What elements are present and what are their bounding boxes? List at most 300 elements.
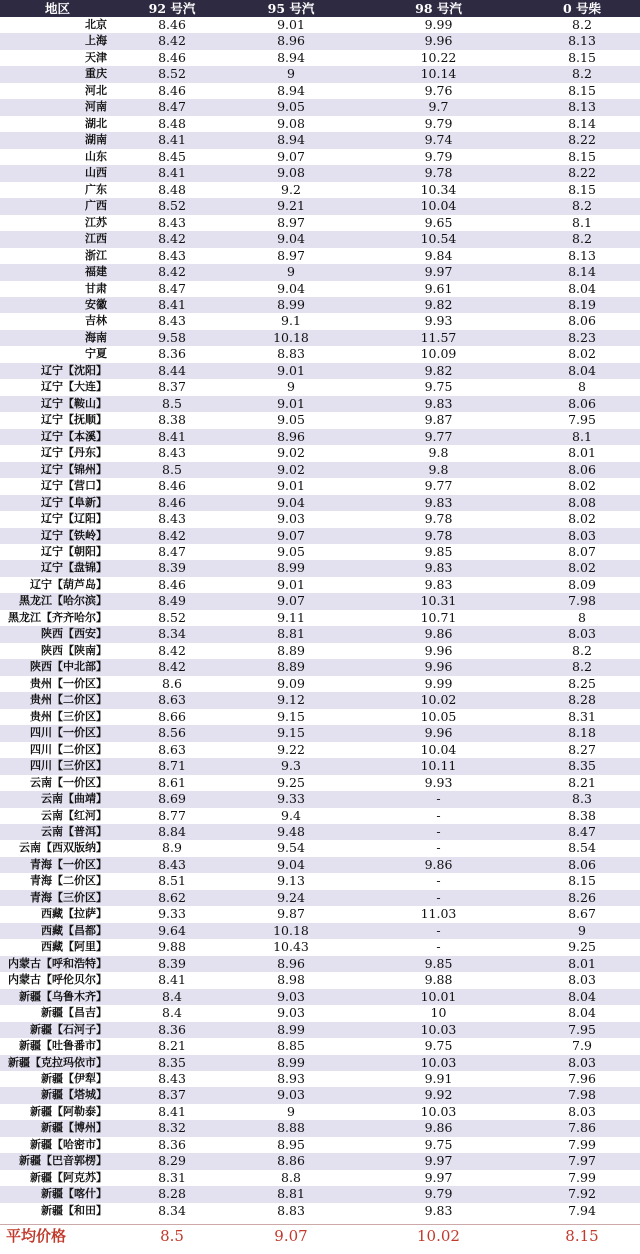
price-diesel-cell: 8.2 bbox=[572, 659, 592, 675]
price-95-cell: 8.81 bbox=[277, 626, 305, 642]
price-92-cell: 8.5 bbox=[162, 461, 182, 477]
region-cell: 山西 bbox=[85, 166, 107, 180]
price-diesel-cell: 8.25 bbox=[568, 675, 596, 691]
table-row bbox=[0, 182, 640, 198]
region-cell: 浙江 bbox=[85, 248, 107, 262]
region-cell: 新疆【昌吉】 bbox=[41, 1006, 107, 1020]
price-92-cell: 8.48 bbox=[158, 115, 186, 131]
region-cell: 贵州【三价区】 bbox=[30, 709, 107, 723]
table-header bbox=[0, 0, 640, 17]
region-cell: 甘肃 bbox=[85, 281, 107, 295]
price-diesel-cell: 8.06 bbox=[568, 313, 596, 329]
region-cell: 河北 bbox=[85, 83, 107, 97]
price-98-cell: 9.75 bbox=[424, 1136, 453, 1152]
region-cell: 江苏 bbox=[85, 215, 107, 229]
price-diesel-cell: 7.99 bbox=[568, 1136, 596, 1152]
price-95-cell: 9.04 bbox=[277, 494, 305, 510]
region-cell: 内蒙古【呼和浩特】 bbox=[8, 956, 107, 970]
price-98-cell: 9.74 bbox=[424, 132, 453, 148]
price-98-cell: - bbox=[436, 807, 441, 823]
price-98-cell: 9.96 bbox=[424, 33, 453, 49]
table-row bbox=[0, 1120, 640, 1136]
price-92-cell: 8.41 bbox=[158, 428, 186, 444]
region-cell: 山东 bbox=[85, 149, 107, 163]
price-95-cell: 9.3 bbox=[281, 758, 301, 774]
region-cell: 新疆【石河子】 bbox=[30, 1022, 107, 1036]
price-diesel-cell: 8.13 bbox=[568, 99, 596, 115]
price-92-cell: 8.41 bbox=[158, 296, 186, 312]
region-cell: 安徽 bbox=[85, 297, 107, 311]
price-92-cell: 8.35 bbox=[158, 1054, 186, 1070]
table-row bbox=[0, 626, 640, 642]
table-row bbox=[0, 33, 640, 49]
price-95-cell: 9.03 bbox=[277, 511, 305, 527]
price-95-cell: 9.13 bbox=[277, 873, 305, 889]
price-98-cell: 9.97 bbox=[424, 1169, 453, 1185]
region-cell: 青海【二价区】 bbox=[30, 874, 107, 888]
region-cell: 辽宁【本溪】 bbox=[41, 429, 107, 443]
price-98-cell: 9.87 bbox=[424, 412, 453, 428]
price-diesel-cell: 8.07 bbox=[568, 544, 596, 559]
price-98-cell: 10.03 bbox=[420, 1054, 457, 1070]
price-95-cell: 9.08 bbox=[277, 115, 305, 131]
price-diesel-cell: 8.03 bbox=[568, 626, 596, 642]
price-98-cell: 9.96 bbox=[424, 659, 453, 675]
region-cell: 辽宁【铁岭】 bbox=[41, 528, 107, 542]
price-92-cell: 8.42 bbox=[158, 659, 186, 675]
table-row bbox=[0, 50, 640, 66]
average-92: 8.5 bbox=[160, 1227, 184, 1246]
table-row bbox=[0, 132, 640, 148]
price-diesel-cell: 8.18 bbox=[568, 725, 596, 741]
price-92-cell: 8.39 bbox=[158, 955, 186, 971]
region-cell: 新疆【伊犁】 bbox=[41, 1072, 107, 1085]
price-diesel-cell: 8 bbox=[578, 379, 586, 395]
price-98-cell: 9.86 bbox=[424, 626, 453, 642]
price-98-cell: 10.31 bbox=[420, 593, 457, 609]
region-cell: 湖北 bbox=[85, 116, 107, 130]
price-92-cell: 8.43 bbox=[158, 214, 186, 230]
price-98-cell: 9.84 bbox=[424, 247, 453, 263]
price-98-cell: 9.75 bbox=[424, 379, 453, 395]
price-98-cell: 10.14 bbox=[420, 66, 457, 82]
price-92-cell: 8.36 bbox=[158, 346, 186, 362]
table-row bbox=[0, 165, 640, 181]
region-cell: 云南【一价区】 bbox=[30, 775, 107, 789]
price-92-cell: 8.52 bbox=[158, 198, 186, 214]
price-95-cell: 9.07 bbox=[277, 593, 305, 609]
table-row bbox=[0, 281, 640, 297]
price-diesel-cell: 8.14 bbox=[568, 115, 596, 131]
table-row bbox=[0, 313, 640, 329]
price-92-cell: 8.36 bbox=[158, 1136, 186, 1152]
table-row bbox=[0, 412, 640, 428]
price-diesel-cell: 8.2 bbox=[572, 198, 592, 214]
price-98-cell: 9.83 bbox=[424, 1202, 453, 1218]
price-95-cell: 8.94 bbox=[277, 132, 305, 148]
price-95-cell: 9.05 bbox=[277, 99, 305, 115]
price-95-cell: 10.43 bbox=[273, 939, 309, 955]
price-92-cell: 8.46 bbox=[158, 494, 186, 510]
price-98-cell: 10.09 bbox=[420, 346, 457, 362]
price-92-cell: 8.4 bbox=[162, 1005, 182, 1021]
price-92-cell: 8.52 bbox=[158, 609, 186, 625]
price-95-cell: 9.21 bbox=[277, 198, 305, 214]
region-cell: 陕西【中北部】 bbox=[30, 660, 107, 674]
price-diesel-cell: 8.15 bbox=[568, 49, 596, 65]
price-98-cell: 9.76 bbox=[424, 82, 453, 98]
price-98-cell: 10.01 bbox=[420, 988, 457, 1004]
price-diesel-cell: 8.21 bbox=[568, 774, 596, 790]
price-98-cell: 9.83 bbox=[424, 395, 453, 411]
average-95: 9.07 bbox=[274, 1227, 308, 1246]
price-diesel-cell: 8.04 bbox=[568, 1005, 596, 1021]
table-row bbox=[0, 346, 640, 362]
price-95-cell: 9.2 bbox=[281, 181, 301, 197]
price-92-cell: 8.51 bbox=[158, 873, 186, 889]
price-diesel-cell: 8.31 bbox=[568, 708, 596, 724]
price-92-cell: 8.42 bbox=[158, 33, 186, 49]
price-98-cell: 10.54 bbox=[420, 231, 457, 247]
table-row bbox=[0, 83, 640, 99]
header-region: 地区 bbox=[44, 1, 70, 16]
price-92-cell: 8.41 bbox=[158, 972, 186, 988]
price-diesel-cell: 8.38 bbox=[568, 807, 596, 823]
header-95: 95 号汽 bbox=[267, 1, 315, 16]
price-diesel-cell: 8.22 bbox=[568, 132, 596, 148]
price-95-cell: 8.96 bbox=[277, 955, 305, 971]
price-92-cell: 8.49 bbox=[158, 593, 186, 609]
price-92-cell: 8.5 bbox=[162, 395, 182, 411]
table-row bbox=[0, 725, 640, 741]
price-92-cell: 8.46 bbox=[158, 478, 186, 494]
price-95-cell: 9.15 bbox=[277, 725, 305, 741]
price-95-cell: 9.03 bbox=[277, 988, 305, 1004]
region-cell: 内蒙古【呼伦贝尔】 bbox=[8, 973, 107, 987]
price-92-cell: 8.37 bbox=[158, 1087, 186, 1103]
region-cell: 西藏【拉萨】 bbox=[41, 907, 107, 921]
price-95-cell: 9.24 bbox=[277, 889, 305, 905]
price-95-cell: 9.54 bbox=[277, 840, 305, 856]
price-diesel-cell: 8.15 bbox=[568, 82, 596, 98]
table-row bbox=[0, 824, 640, 840]
price-diesel-cell: 8.54 bbox=[568, 840, 596, 856]
price-92-cell: 8.42 bbox=[158, 264, 186, 280]
price-95-cell: 9.05 bbox=[277, 412, 305, 428]
region-cell: 云南【西双版纳】 bbox=[19, 841, 107, 855]
table-row bbox=[0, 560, 640, 576]
region-cell: 辽宁【鞍山】 bbox=[41, 396, 107, 410]
price-95-cell: 9.22 bbox=[277, 741, 305, 757]
price-diesel-cell: 8.02 bbox=[568, 511, 596, 527]
price-diesel-cell: 8.01 bbox=[568, 955, 596, 971]
price-98-cell: 10.05 bbox=[420, 708, 457, 724]
table-row bbox=[0, 396, 640, 412]
price-92-cell: 8.43 bbox=[158, 313, 186, 329]
header-98: 98 号汽 bbox=[415, 1, 462, 16]
price-95-cell: 8.95 bbox=[277, 1136, 305, 1152]
region-cell: 海南 bbox=[85, 330, 107, 344]
table-row bbox=[0, 445, 640, 461]
price-98-cell: 10.22 bbox=[420, 49, 457, 65]
price-98-cell: 9.86 bbox=[424, 1120, 453, 1136]
region-cell: 辽宁【阜新】 bbox=[41, 495, 107, 509]
price-95-cell: 8.97 bbox=[277, 214, 305, 230]
average-98: 10.02 bbox=[417, 1227, 460, 1246]
region-cell: 辽宁【丹东】 bbox=[41, 446, 107, 460]
region-cell: 辽宁【辽阳】 bbox=[41, 512, 107, 526]
price-95-cell: 8.98 bbox=[277, 972, 305, 988]
price-92-cell: 8.63 bbox=[158, 741, 186, 757]
price-95-cell: 9.01 bbox=[277, 576, 305, 592]
price-98-cell: 9.83 bbox=[424, 576, 453, 592]
table-row bbox=[0, 593, 640, 609]
price-98-cell: 10.03 bbox=[420, 1103, 457, 1119]
price-95-cell: 9 bbox=[287, 66, 295, 82]
region-cell: 新疆【塔城】 bbox=[41, 1088, 107, 1102]
price-92-cell: 8.43 bbox=[158, 856, 186, 872]
price-98-cell: 10.03 bbox=[420, 1021, 457, 1037]
price-95-cell: 9.1 bbox=[281, 313, 301, 329]
price-92-cell: 8.39 bbox=[158, 560, 186, 576]
table-row bbox=[0, 1153, 640, 1169]
price-diesel-cell: 8.23 bbox=[568, 329, 596, 345]
price-98-cell: 10.71 bbox=[420, 609, 457, 625]
region-cell: 天津 bbox=[85, 50, 107, 64]
table-row bbox=[0, 840, 640, 856]
table-row bbox=[0, 17, 640, 33]
price-95-cell: 8.99 bbox=[277, 296, 305, 312]
region-cell: 云南【红河】 bbox=[41, 808, 107, 822]
table-row bbox=[0, 1203, 640, 1219]
table-row bbox=[0, 116, 640, 132]
price-95-cell: 9 bbox=[287, 379, 295, 395]
table-row bbox=[0, 610, 640, 626]
average-label: 平均价格 bbox=[6, 1227, 67, 1246]
region-cell: 西藏【阿里】 bbox=[41, 940, 107, 954]
price-diesel-cell: 8.14 bbox=[568, 264, 596, 280]
region-cell: 新疆【哈密市】 bbox=[30, 1137, 107, 1151]
table-row bbox=[0, 956, 640, 972]
table-row bbox=[0, 264, 640, 280]
price-98-cell: 9.85 bbox=[424, 955, 453, 971]
price-92-cell: 9.64 bbox=[158, 922, 186, 938]
table-row bbox=[0, 923, 640, 939]
price-diesel-cell: 8.03 bbox=[568, 1103, 596, 1119]
table-row bbox=[0, 742, 640, 758]
price-92-cell: 8.28 bbox=[158, 1186, 186, 1202]
price-95-cell: 9.87 bbox=[277, 906, 305, 922]
price-92-cell: 8.42 bbox=[158, 231, 186, 247]
table-row bbox=[0, 1071, 640, 1087]
price-92-cell: 8.52 bbox=[158, 66, 186, 82]
price-diesel-cell: 7.92 bbox=[568, 1186, 596, 1202]
price-diesel-cell: 8.22 bbox=[568, 165, 596, 181]
price-diesel-cell: 8.1 bbox=[572, 428, 592, 444]
price-98-cell: 9.78 bbox=[424, 527, 453, 543]
region-cell: 广西 bbox=[85, 199, 107, 213]
price-92-cell: 9.33 bbox=[158, 906, 186, 922]
price-92-cell: 8.34 bbox=[158, 1202, 186, 1218]
price-diesel-cell: 7.98 bbox=[568, 1087, 596, 1103]
price-98-cell: 9.79 bbox=[424, 115, 453, 131]
price-diesel-cell: 8.15 bbox=[568, 148, 596, 164]
price-98-cell: - bbox=[436, 939, 441, 955]
price-95-cell: 8.83 bbox=[277, 1202, 305, 1218]
price-92-cell: 8.47 bbox=[158, 99, 186, 115]
price-98-cell: - bbox=[436, 889, 441, 905]
price-92-cell: 8.71 bbox=[158, 758, 186, 774]
region-cell: 重庆 bbox=[85, 67, 107, 81]
price-98-cell: 9.96 bbox=[424, 642, 453, 658]
region-cell: 四川【二价区】 bbox=[30, 742, 107, 756]
table-row bbox=[0, 1087, 640, 1103]
price-diesel-cell: 8.19 bbox=[568, 296, 596, 312]
table-row bbox=[0, 528, 640, 544]
price-98-cell: 9.92 bbox=[424, 1087, 453, 1103]
price-95-cell: 10.18 bbox=[273, 329, 309, 345]
price-92-cell: 8.47 bbox=[158, 544, 186, 559]
table-row bbox=[0, 972, 640, 988]
price-95-cell: 8.96 bbox=[277, 33, 305, 49]
price-98-cell: 9.78 bbox=[424, 165, 453, 181]
price-95-cell: 9.12 bbox=[277, 692, 305, 708]
region-cell: 辽宁【抚顺】 bbox=[41, 413, 107, 427]
price-95-cell: 9.01 bbox=[277, 362, 305, 378]
price-95-cell: 8.86 bbox=[277, 1153, 305, 1169]
price-95-cell: 9 bbox=[287, 264, 295, 280]
price-92-cell: 8.46 bbox=[158, 576, 186, 592]
region-cell: 新疆【乌鲁木齐】 bbox=[19, 989, 107, 1003]
region-cell: 辽宁【沈阳】 bbox=[41, 363, 107, 377]
price-diesel-cell: 7.96 bbox=[568, 1071, 596, 1086]
price-diesel-cell: 8.2 bbox=[572, 231, 592, 247]
price-95-cell: 9.08 bbox=[277, 165, 305, 181]
table-row bbox=[0, 379, 640, 395]
table-row bbox=[0, 215, 640, 231]
table-row bbox=[0, 495, 640, 511]
price-diesel-cell: 8.03 bbox=[568, 527, 596, 543]
table-row bbox=[0, 1005, 640, 1021]
region-cell: 青海【一价区】 bbox=[30, 857, 107, 871]
table-row bbox=[0, 429, 640, 445]
price-95-cell: 8.99 bbox=[277, 560, 305, 576]
price-diesel-cell: 8.3 bbox=[572, 791, 592, 807]
price-92-cell: 8.41 bbox=[158, 1103, 186, 1119]
table-row bbox=[0, 330, 640, 346]
price-95-cell: 8.81 bbox=[277, 1186, 305, 1202]
table-row bbox=[0, 1186, 640, 1202]
price-diesel-cell: 8.03 bbox=[568, 972, 596, 988]
region-cell: 贵州【二价区】 bbox=[30, 693, 107, 707]
price-95-cell: 8.96 bbox=[277, 428, 305, 444]
price-92-cell: 8.29 bbox=[158, 1153, 186, 1169]
region-cell: 辽宁【盘锦】 bbox=[41, 561, 107, 575]
price-98-cell: 9.79 bbox=[424, 148, 453, 164]
price-92-cell: 8.36 bbox=[158, 1021, 186, 1037]
region-cell: 辽宁【营口】 bbox=[41, 479, 107, 493]
price-diesel-cell: 7.97 bbox=[568, 1153, 596, 1169]
table-row bbox=[0, 1170, 640, 1186]
price-95-cell: 8.97 bbox=[277, 247, 305, 263]
region-cell: 新疆【克拉玛依市】 bbox=[8, 1055, 107, 1069]
price-98-cell: 9.82 bbox=[424, 296, 453, 312]
price-diesel-cell: 8.15 bbox=[568, 873, 596, 889]
price-92-cell: 8.46 bbox=[158, 82, 186, 98]
price-98-cell: 9.65 bbox=[424, 214, 453, 230]
price-diesel-cell: 7.99 bbox=[568, 1169, 596, 1185]
price-diesel-cell: 7.94 bbox=[568, 1202, 596, 1218]
price-diesel-cell: 8.47 bbox=[568, 823, 596, 839]
price-98-cell: 9.75 bbox=[424, 1038, 453, 1054]
region-cell: 新疆【吐鲁番市】 bbox=[19, 1039, 107, 1053]
region-cell: 江西 bbox=[85, 232, 107, 246]
table-row bbox=[0, 198, 640, 214]
price-diesel-cell: 8.28 bbox=[568, 692, 596, 708]
table-row bbox=[0, 659, 640, 675]
price-95-cell: 8.88 bbox=[277, 1120, 305, 1136]
price-diesel-cell: 8.08 bbox=[568, 494, 596, 510]
table-row bbox=[0, 989, 640, 1005]
price-92-cell: 8.56 bbox=[158, 725, 186, 741]
price-diesel-cell: 8.04 bbox=[568, 988, 596, 1004]
price-95-cell: 8.94 bbox=[277, 82, 305, 98]
price-98-cell: 9.88 bbox=[424, 972, 453, 988]
price-95-cell: 9 bbox=[287, 1103, 295, 1119]
table-row bbox=[0, 857, 640, 873]
price-92-cell: 8.31 bbox=[158, 1169, 186, 1185]
table-row bbox=[0, 511, 640, 527]
table-row bbox=[0, 231, 640, 247]
price-diesel-cell: 8.13 bbox=[568, 247, 596, 263]
price-diesel-cell: 8.13 bbox=[568, 33, 596, 49]
price-98-cell: - bbox=[436, 823, 441, 839]
price-diesel-cell: 7.86 bbox=[568, 1120, 596, 1136]
price-diesel-cell: 8.1 bbox=[572, 214, 592, 230]
table-row bbox=[0, 939, 640, 955]
table-row bbox=[0, 544, 640, 560]
price-92-cell: 8.4 bbox=[162, 988, 182, 1004]
price-98-cell: 9.93 bbox=[424, 774, 453, 790]
region-cell: 新疆【喀什】 bbox=[41, 1187, 107, 1201]
price-92-cell: 8.9 bbox=[162, 840, 182, 856]
price-92-cell: 8.38 bbox=[158, 412, 186, 428]
header-92: 92 号汽 bbox=[148, 1, 196, 16]
price-98-cell: 11.57 bbox=[420, 329, 457, 345]
table-row bbox=[0, 791, 640, 807]
price-92-cell: 8.69 bbox=[158, 791, 186, 807]
table-row bbox=[0, 297, 640, 313]
table-row bbox=[0, 577, 640, 593]
table-row bbox=[0, 248, 640, 264]
price-95-cell: 9.04 bbox=[277, 231, 305, 247]
price-92-cell: 8.6 bbox=[162, 675, 182, 691]
price-95-cell: 9.09 bbox=[277, 675, 305, 691]
price-98-cell: 9.91 bbox=[424, 1071, 453, 1086]
table-row bbox=[0, 890, 640, 906]
price-92-cell: 8.21 bbox=[158, 1038, 186, 1054]
price-98-cell: 10 bbox=[430, 1005, 447, 1021]
price-92-cell: 8.43 bbox=[158, 1071, 186, 1086]
price-95-cell: 9.04 bbox=[277, 856, 305, 872]
price-98-cell: 9.83 bbox=[424, 560, 453, 576]
price-diesel-cell: 8.35 bbox=[568, 758, 596, 774]
region-cell: 新疆【博州】 bbox=[41, 1121, 107, 1135]
price-98-cell: 9.99 bbox=[424, 17, 453, 32]
region-cell: 北京 bbox=[85, 18, 107, 31]
price-98-cell: 11.03 bbox=[420, 906, 457, 922]
price-diesel-cell: 8.67 bbox=[568, 906, 596, 922]
